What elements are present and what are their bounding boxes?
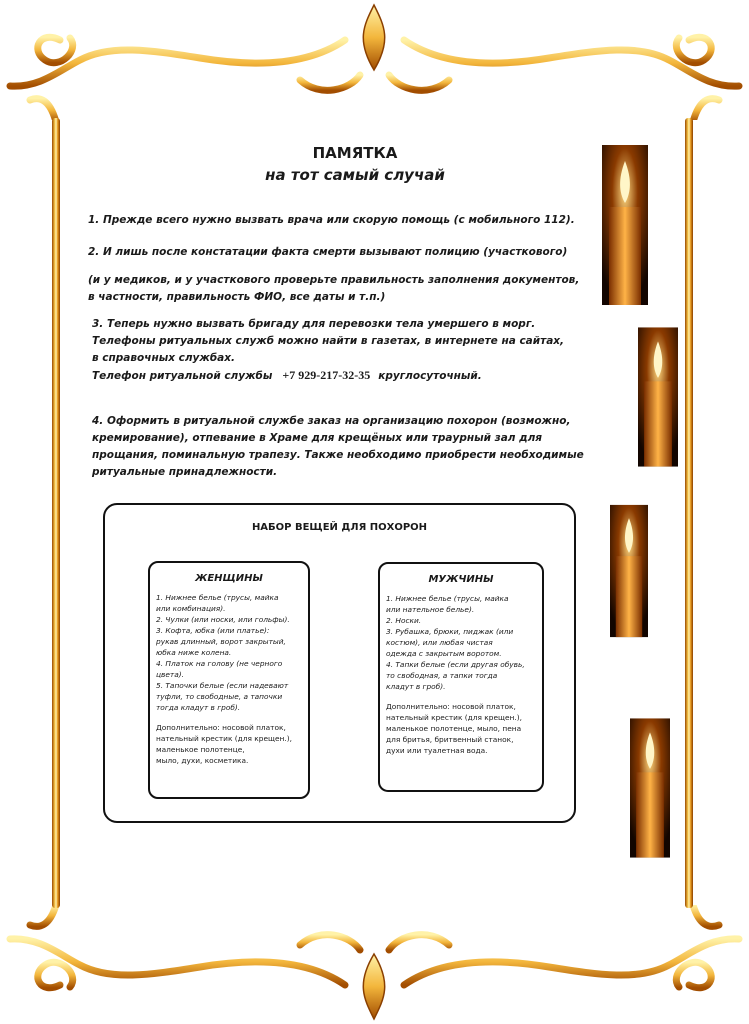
step-3-line: Телефоны ритуальных служб можно найти в газетах, в интернете на сайтах, (92, 335, 565, 347)
step-4-line: прощания, поминальную трапезу. Также необходимо приобрести необходимые (92, 449, 584, 461)
extra-line: нательный крестик (для крещен.), (386, 713, 522, 722)
women-list-title: ЖЕНЩИНЫ (195, 573, 263, 584)
step-4-line: кремирование), отпевание в Храме для крещёных или траурный зал для (92, 432, 543, 444)
list-item: рукав длинный, ворот закрытый, (156, 637, 286, 646)
note-line: (и у медиков, и у участкового проверьте правильность заполнения документов, (88, 274, 580, 286)
page-subtitle: на тот самый случай (265, 166, 445, 184)
phone-suffix: круглосуточный. (378, 370, 482, 382)
candle-icon (630, 713, 670, 863)
list-item: 5. Тапочки белые (если надевают (156, 681, 289, 690)
list-item: 2. Чулки (или носки, или гольфы). (156, 615, 290, 624)
ornament-bottom (0, 905, 749, 1024)
women-extra (156, 722, 302, 766)
phone-number: +7 929-217-32-35 (282, 368, 371, 382)
list-item: юбка ниже колена. (156, 648, 232, 657)
men-list-title: МУЖЧИНЫ (428, 574, 494, 585)
funeral-kit-title: НАБОР ВЕЩЕЙ ДЛЯ ПОХОРОН (251, 522, 428, 533)
frame-pillar-left (52, 118, 60, 908)
candle-icon (638, 322, 678, 472)
list-item: 3. Рубашка, брюки, пиджак (или (386, 627, 514, 636)
list-item: 1. Нижнее белье (трусы, майка (156, 593, 279, 602)
list-item: туфли, то свободные, а тапочки (156, 692, 283, 701)
men-list (378, 562, 544, 792)
list-item: кладут в гроб). (386, 682, 446, 691)
candle-icon (602, 145, 648, 305)
step-4-line: 4. Оформить в ритуальной службе заказ на организацию похорон (возможно, (92, 415, 571, 427)
step-3 (92, 316, 564, 385)
funeral-kit-box (103, 503, 576, 823)
note-line: в частности, правильность ФИО, все даты и т.п.) (88, 291, 386, 303)
list-item: костюм), или любая чистая (386, 638, 493, 647)
page-title: ПАМЯТКА (312, 144, 398, 162)
ornament-top (0, 0, 749, 120)
list-item: 4. Тапки белые (если другая обувь, (386, 660, 525, 669)
list-item: 3. Кофта, юбка (или платье): (156, 626, 270, 635)
women-list (148, 561, 310, 799)
list-item: 2. Носки. (386, 616, 422, 625)
step-2-note (88, 272, 579, 306)
men-extra (386, 701, 536, 756)
list-item: тогда кладут в гроб). (156, 703, 241, 712)
step-3-line: 3. Теперь нужно вызвать бригаду для перевозки тела умершего в морг. (92, 318, 536, 330)
list-item: цвета). (156, 670, 184, 679)
list-item: то свободная, а тапки тогда (386, 671, 498, 680)
candle-icon (610, 497, 648, 645)
frame-pillar-right (685, 118, 693, 908)
list-item: 4. Платок на голову (не черного (156, 659, 283, 668)
step-4-line: ритуальные принадлежности. (92, 466, 278, 478)
list-item: или нательное белье). (386, 605, 475, 614)
phone-line (92, 367, 564, 385)
extra-line: маленькое полотенце, (156, 745, 245, 754)
extra-line: Дополнительно: носовой платок, (386, 702, 516, 711)
step-4 (92, 413, 584, 481)
list-item: или комбинация). (156, 604, 226, 613)
extra-line: маленькое полотенце, мыло, пена (386, 724, 522, 733)
step-1: 1. Прежде всего нужно вызвать врача или скорую помощь (с мобильного 112). (88, 214, 575, 226)
extra-line: нательный крестик (для крещен.), (156, 734, 292, 743)
step-3-line: в справочных службах. (92, 352, 236, 364)
extra-line: Дополнительно: носовой платок, (156, 723, 286, 732)
phone-label: Телефон ритуальной службы (92, 370, 273, 382)
extra-line: духи или туалетная вода. (386, 746, 488, 755)
extra-line: мыло, духи, косметика. (156, 756, 249, 765)
list-item: 1. Нижнее белье (трусы, майка (386, 594, 509, 603)
step-2: 2. И лишь после констатации факта смерти вызывают полицию (участкового) (88, 246, 568, 258)
list-item: одежда с закрытым воротом. (386, 649, 502, 658)
extra-line: для бритья, бритвенный станок, (386, 735, 514, 744)
